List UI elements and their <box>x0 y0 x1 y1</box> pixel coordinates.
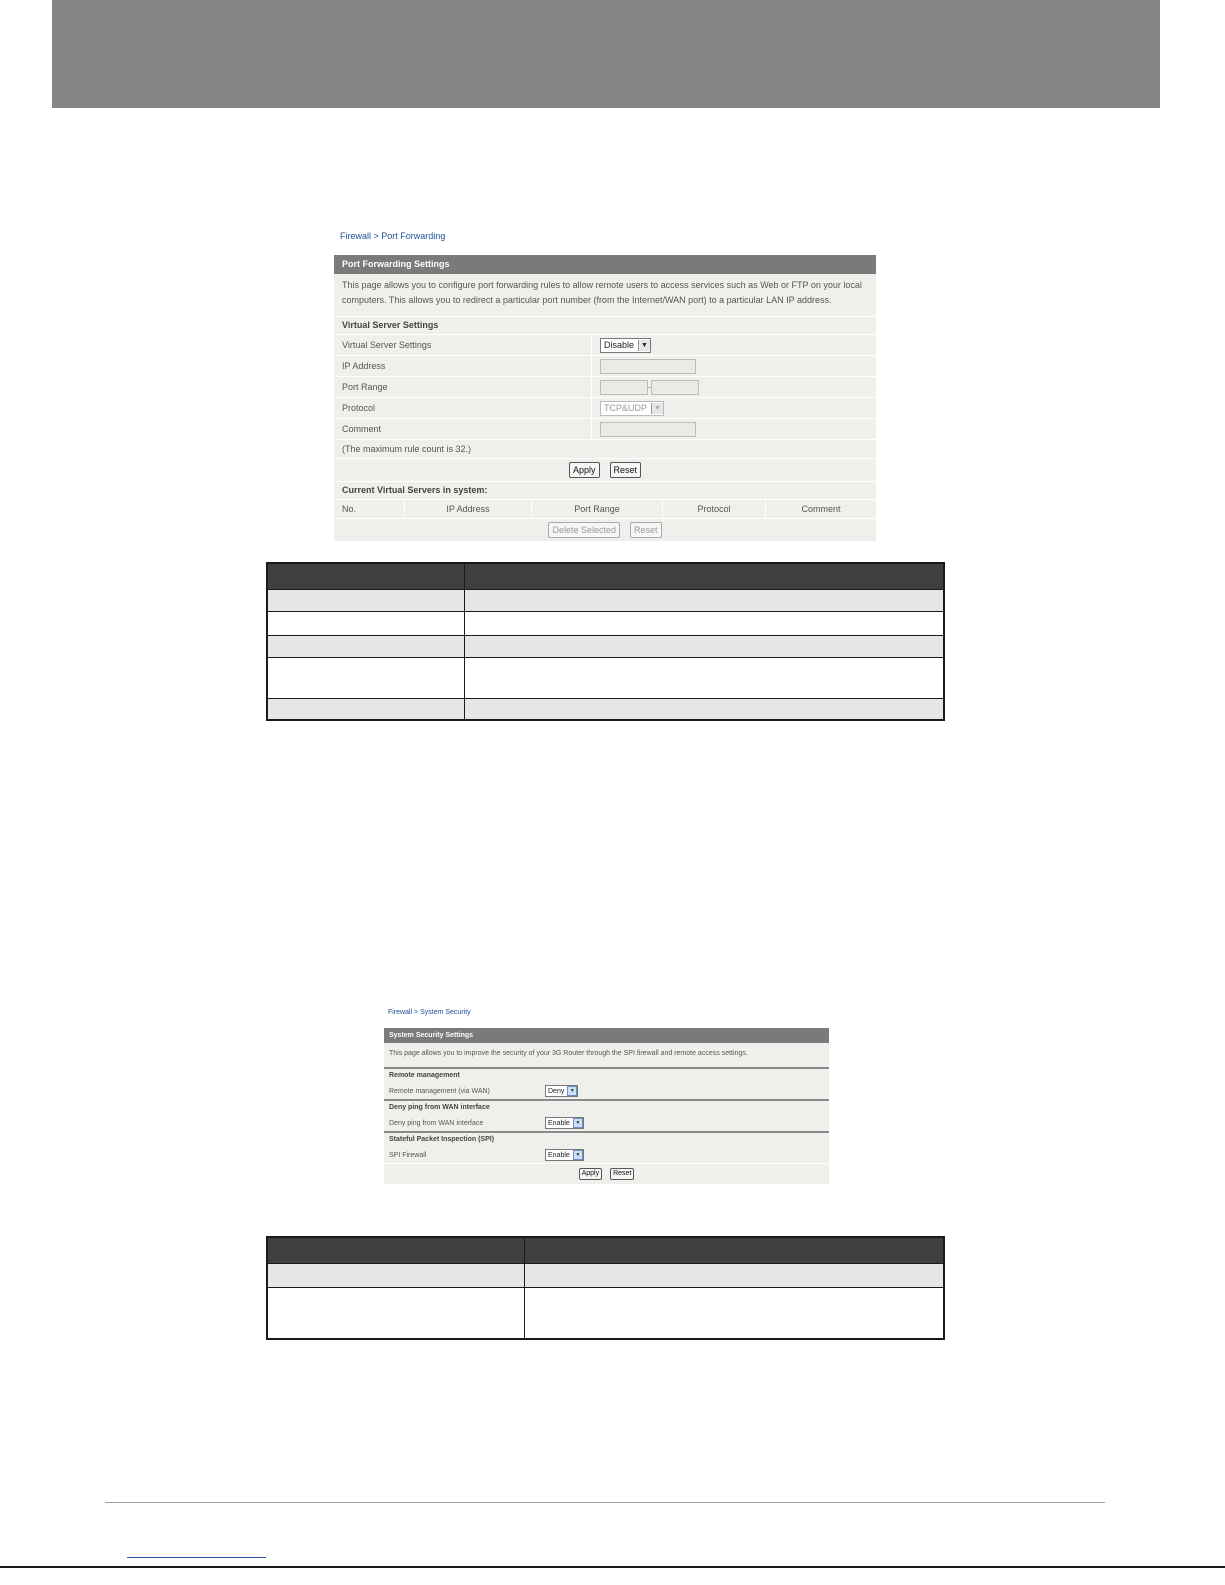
comment-row <box>334 419 876 440</box>
deny-ping-section <box>384 1099 829 1131</box>
delete-selected-button[interactable]: Delete Selected <box>548 522 620 538</box>
button-row <box>384 1163 829 1184</box>
port-range-separator: - <box>648 382 651 392</box>
page-bottom-border <box>0 1566 1225 1568</box>
column-header-port-range: Port Range <box>532 500 663 518</box>
column-header-comment: Comment <box>801 504 841 514</box>
max-rule-note: (The maximum rule count is 32.) <box>334 440 876 459</box>
table-row <box>267 698 944 720</box>
protocol-row <box>334 398 876 419</box>
spi-firewall-select[interactable] <box>545 1149 584 1161</box>
deny-ping-label: Deny ping from WAN interface <box>389 1119 484 1127</box>
spi-firewall-label: SPI Firewall <box>389 1151 427 1159</box>
port-range-label: Port Range <box>334 377 592 397</box>
breadcrumb[interactable]: Firewall > Port Forwarding <box>340 231 446 241</box>
protocol-select[interactable] <box>600 401 664 416</box>
page-title: System Security Settings <box>384 1028 829 1043</box>
remote-management-value: Deny <box>548 1087 565 1095</box>
remote-management-section <box>384 1067 829 1099</box>
protocol-value: TCP&UDP <box>604 403 648 413</box>
port-forwarding-screenshot <box>334 228 876 542</box>
system-security-screenshot <box>384 1006 829 1184</box>
table-row <box>267 657 944 698</box>
apply-button-row <box>334 459 876 482</box>
section-title: Virtual Server Settings <box>334 317 876 335</box>
table-header-row <box>267 1237 944 1263</box>
servers-table-header <box>334 500 876 519</box>
virtual-server-value: Disable <box>604 340 635 350</box>
chevron-down-icon: ▼ <box>638 340 650 351</box>
ip-address-row <box>334 356 876 377</box>
port-range-start-input[interactable] <box>600 380 648 395</box>
column-header-no: No. <box>334 500 405 518</box>
description-table-1 <box>266 562 945 721</box>
table-row <box>267 1287 944 1339</box>
delete-button-row <box>334 519 876 542</box>
spi-title: Stateful Packet Inspection (SPI) <box>389 1136 495 1143</box>
column-header-ip-address: IP Address <box>405 500 532 518</box>
apply-button[interactable]: Apply <box>579 1168 603 1180</box>
footer-rule <box>105 1502 1105 1503</box>
virtual-server-select[interactable] <box>600 338 651 353</box>
table-row <box>267 589 944 611</box>
table-row <box>267 611 944 635</box>
current-servers-title: Current Virtual Servers in system: <box>334 482 876 500</box>
table-row <box>267 1263 944 1287</box>
deny-ping-title: Deny ping from WAN interface <box>389 1104 490 1111</box>
page-title: Port Forwarding Settings <box>334 255 876 274</box>
spi-firewall-value: Enable <box>548 1151 570 1159</box>
reset-button[interactable]: Reset <box>610 462 642 478</box>
page-description: This page allows you to configure port forwarding rules to allow remote users to access services such as Web or FTP on your local computers. This allows you to redirect a particular port number (from the Internet/WAN port) to a particular LAN IP address. <box>334 274 876 317</box>
ip-address-input[interactable] <box>600 359 696 374</box>
table-header-row <box>267 563 944 589</box>
chevron-down-icon: ▼ <box>573 1118 583 1128</box>
port-range-end-input[interactable] <box>651 380 699 395</box>
chevron-down-icon: ▼ <box>573 1150 583 1160</box>
virtual-server-label: Virtual Server Settings <box>334 335 592 355</box>
reset-button[interactable]: Reset <box>610 1168 634 1180</box>
description-table-2 <box>266 1236 945 1340</box>
chevron-down-icon: ▼ <box>567 1086 577 1096</box>
comment-input[interactable] <box>600 422 696 437</box>
table-row <box>267 635 944 657</box>
breadcrumb[interactable]: Firewall > System Security <box>388 1009 471 1016</box>
protocol-label: Protocol <box>334 398 592 418</box>
page-description: This page allows you to improve the security of your 3G Router through the SPI firewall and remote access settings. <box>384 1043 829 1067</box>
footer-link-underline <box>127 1557 266 1558</box>
remote-management-label: Remote management (via WAN) <box>389 1087 490 1095</box>
deny-ping-value: Enable <box>548 1119 570 1127</box>
deny-ping-select[interactable] <box>545 1117 584 1129</box>
reset-list-button[interactable]: Reset <box>630 522 662 538</box>
chevron-down-icon: ▼ <box>651 403 663 414</box>
virtual-server-row <box>334 335 876 356</box>
column-header-protocol: Protocol <box>663 500 766 518</box>
comment-label: Comment <box>334 419 592 439</box>
port-range-row <box>334 377 876 398</box>
spi-section <box>384 1131 829 1163</box>
ip-address-label: IP Address <box>334 356 592 376</box>
remote-management-title: Remote management <box>389 1072 460 1079</box>
top-banner <box>52 0 1160 108</box>
apply-button[interactable]: Apply <box>569 462 600 478</box>
remote-management-select[interactable] <box>545 1085 578 1097</box>
